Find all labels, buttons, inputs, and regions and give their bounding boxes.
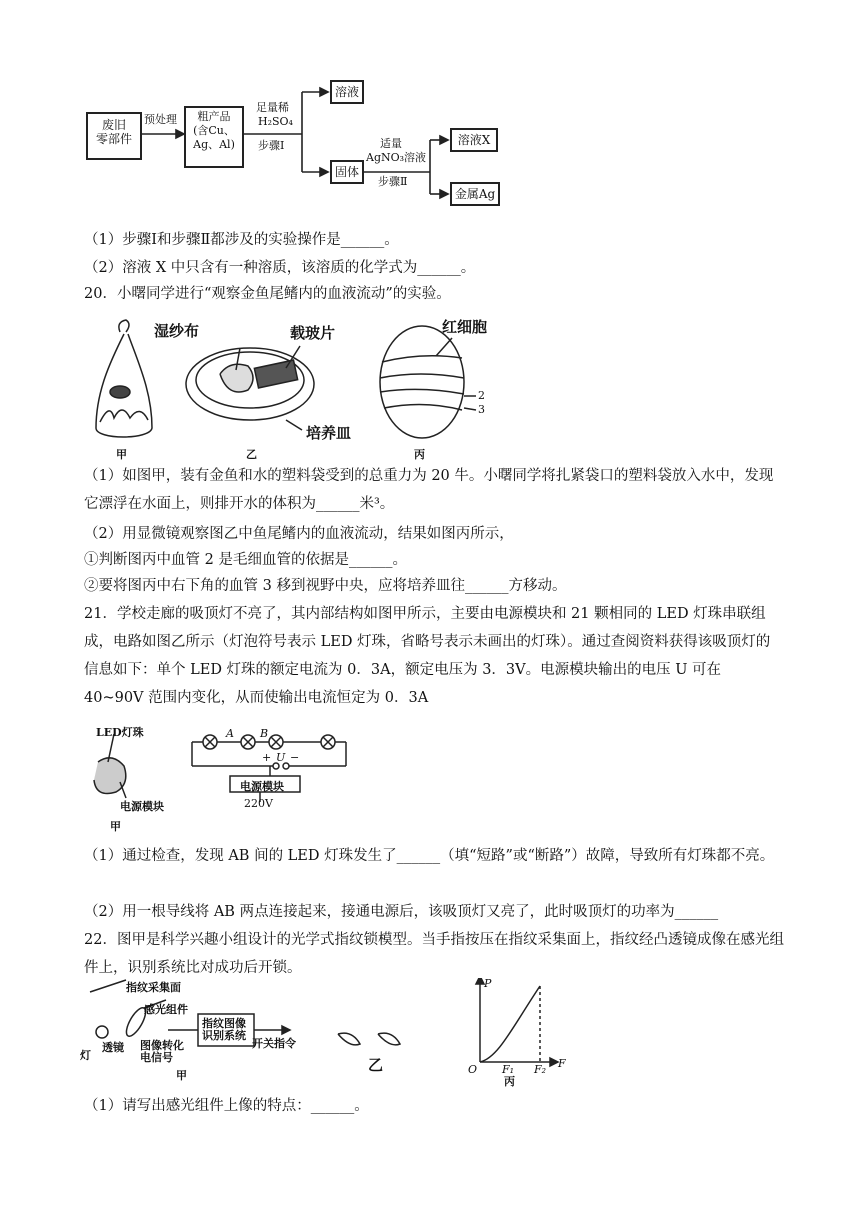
q22-text: 22．图甲是科学兴趣小组设计的光学式指纹锁模型。当手指按压在指纹采集面上，指纹经凸透镜成像在感光组件上，识别系统比对成功后开锁。 [84,932,784,976]
q21-fig-jia-caption: 甲 [110,820,121,833]
lamp-label: 灯 [80,1049,91,1062]
crude-product-box: 粗产品 (含Cu、 Ag、Al) [184,106,244,168]
waste-parts-box: 废旧 零部件 [86,112,142,160]
flowchart-figure [80,72,520,212]
q20-title: 20．小曙同学进行“观察金鱼尾鳍内的血液流动”的实验。 [84,286,451,302]
q22-figures [80,977,580,1088]
q22-part1: （1）请写出感光组件上像的特点：______。 [84,1098,369,1114]
acid-label-2: H₂SO₄ [258,115,293,128]
pretreat-label: 预处理 [144,113,177,126]
f2-label: F₂ [534,1063,547,1076]
fig-yi-caption: 乙 [246,448,257,461]
metal-ag-box: 金属Ag [450,182,500,206]
node-a-label: A [226,727,234,740]
plus-sign: + [262,751,272,764]
fig-jia-caption: 甲 [116,448,127,461]
q21-figures [80,722,380,832]
axis-f-label: F [558,1057,566,1070]
voltage-u-label: U [276,751,286,764]
image-system-label: 指纹图像 识别系统 [202,1017,246,1042]
led-bead-label: LED灯珠 [96,726,144,739]
vessel-3-label: 3 [478,403,485,416]
q22-fig-bing-caption: 丙 [504,1075,515,1088]
agno3-label-1: 适量 [380,137,402,150]
origin-label: O [468,1063,478,1076]
q19-part1: （1）步骤Ⅰ和步骤Ⅱ都涉及的实验操作是______。 [84,232,399,248]
power-module-label: 电源模块 [240,780,284,793]
v220-label: 220V [244,797,273,810]
q20-part2-item1: ①判断图丙中血管 2 是毛细血管的依据是______。 [84,552,407,568]
solution-box: 溶液 [330,80,364,104]
step2-label: 步骤Ⅱ [378,175,408,188]
sensor-label: 感光组件 [144,1003,188,1016]
collect-surface-label: 指纹采集面 [126,981,181,994]
dish-label: 培养皿 [306,424,352,442]
wet-gauze-label: 湿纱布 [154,322,200,340]
step1-label: 步骤Ⅰ [258,139,285,152]
q22-fig-yi-caption: 乙 [368,1056,384,1074]
agno3-label-2: AgNO₃溶液 [366,151,427,164]
cover-slip-label: 载玻片 [290,324,336,342]
rbc-label: 红细胞 [442,318,488,336]
q21-text: 21．学校走廊的吸顶灯不亮了，其内部结构如图甲所示，主要由电源模块和 21 颗相同的 LED 灯珠串联组成，电路如图乙所示（灯泡符号表示 LED 灯珠，省略号表示未画出的灯珠）。通过查阅资料获得该吸顶灯的信息如下：单个 LED 灯珠的额定电流为 0．3A，额定电压为 3．3V。电源模块输出的电压 U 可在 40~90V 范围内变化，从而使输出电流恒定为 0．3A [84,606,771,706]
minus-sign: − [290,751,300,764]
q19-part2: （2）溶液 X 中只含有一种溶质，该溶质的化学式为______。 [84,260,476,276]
fig-bing-caption: 丙 [414,448,425,461]
vessel-2-label: 2 [478,389,485,402]
acid-label-1: 足量稀 [256,101,289,114]
solid-box: 固体 [330,160,364,184]
node-b-label: B [260,727,269,740]
q21-part1: （1）通过检查，发现 AB 间的 LED 灯珠发生了______（填“短路”或“断路”）故障，导致所有灯珠都不亮。 [84,848,775,864]
q20-part2-item2: ②要将图丙中右下角的血管 3 移到视野中央，应将培养皿往______方移动。 [84,578,567,594]
lens-label: 透镜 [102,1041,124,1054]
f1-label: F₁ [502,1063,515,1076]
q22-fig-jia-caption: 甲 [176,1069,187,1082]
q20-part2: （2）用显微镜观察图乙中鱼尾鳍内的血液流动，结果如图丙所示， [84,526,514,542]
q20-figures [80,312,520,462]
module-label: 电源模块 [120,800,164,813]
q20-part1: （1）如图甲，装有金鱼和水的塑料袋受到的总重力为 20 牛。小曙同学将扎紧袋口的塑料袋放入水中，发现它漂浮在水面上，则排开水的体积为______米³。 [84,468,774,512]
axis-p-label: P [484,977,492,990]
convert-label: 图像转化 电信号 [140,1039,184,1064]
solution-x-box: 溶液X [450,128,498,152]
q21-part2: （2）用一根导线将 AB 两点连接起来，接通电源后，该吸顶灯又亮了，此时吸顶灯的功率为______ [84,904,719,920]
switch-command-label: 开关指令 [252,1037,296,1050]
